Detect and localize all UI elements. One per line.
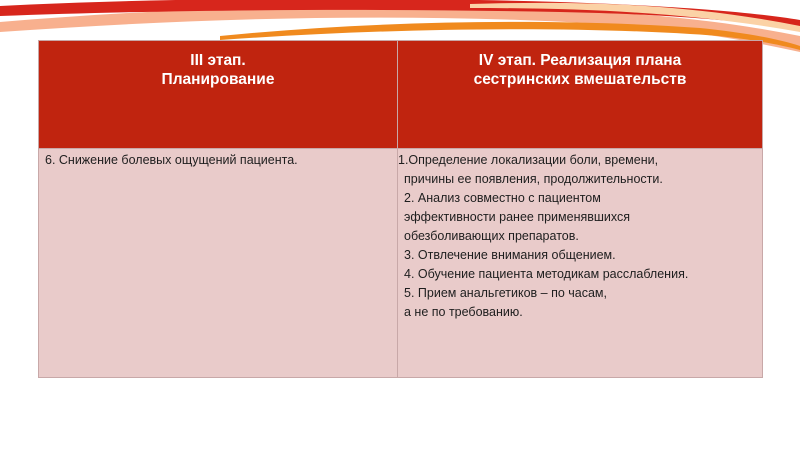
header-planning: [39, 41, 398, 149]
actions-cell: [398, 149, 763, 378]
action-line: 5. Прием анальгетиков – по часам,: [404, 286, 608, 300]
header-line: IV этап. Реализация плана: [478, 52, 682, 69]
header-row: [39, 41, 763, 149]
action-line: эффективности ранее применявшихся: [404, 210, 631, 224]
action-line: 1.Определение локализации боли, времени,: [398, 153, 659, 167]
action-line: 2. Анализ совместно с пациентом: [404, 191, 601, 205]
action-line: причины ее появления, продолжительности.: [404, 172, 663, 186]
action-line: а не по требованию.: [404, 305, 523, 319]
header-line: сестринских вмешательств: [473, 71, 687, 88]
header-line: Планирование: [161, 71, 275, 88]
action-line: обезболивающих препаратов.: [404, 229, 579, 243]
table-row: [39, 149, 763, 378]
nursing-plan-table: [38, 40, 763, 378]
action-line: 3. Отвлечение внимания общением.: [404, 248, 616, 262]
header-implementation: [398, 41, 763, 149]
action-line: 4. Обучение пациента методикам расслабления.: [404, 267, 689, 281]
goal-text: 6. Снижение болевых ощущений пациента.: [45, 153, 298, 167]
goal-cell: [39, 149, 398, 378]
header-line: III этап.: [190, 52, 246, 69]
